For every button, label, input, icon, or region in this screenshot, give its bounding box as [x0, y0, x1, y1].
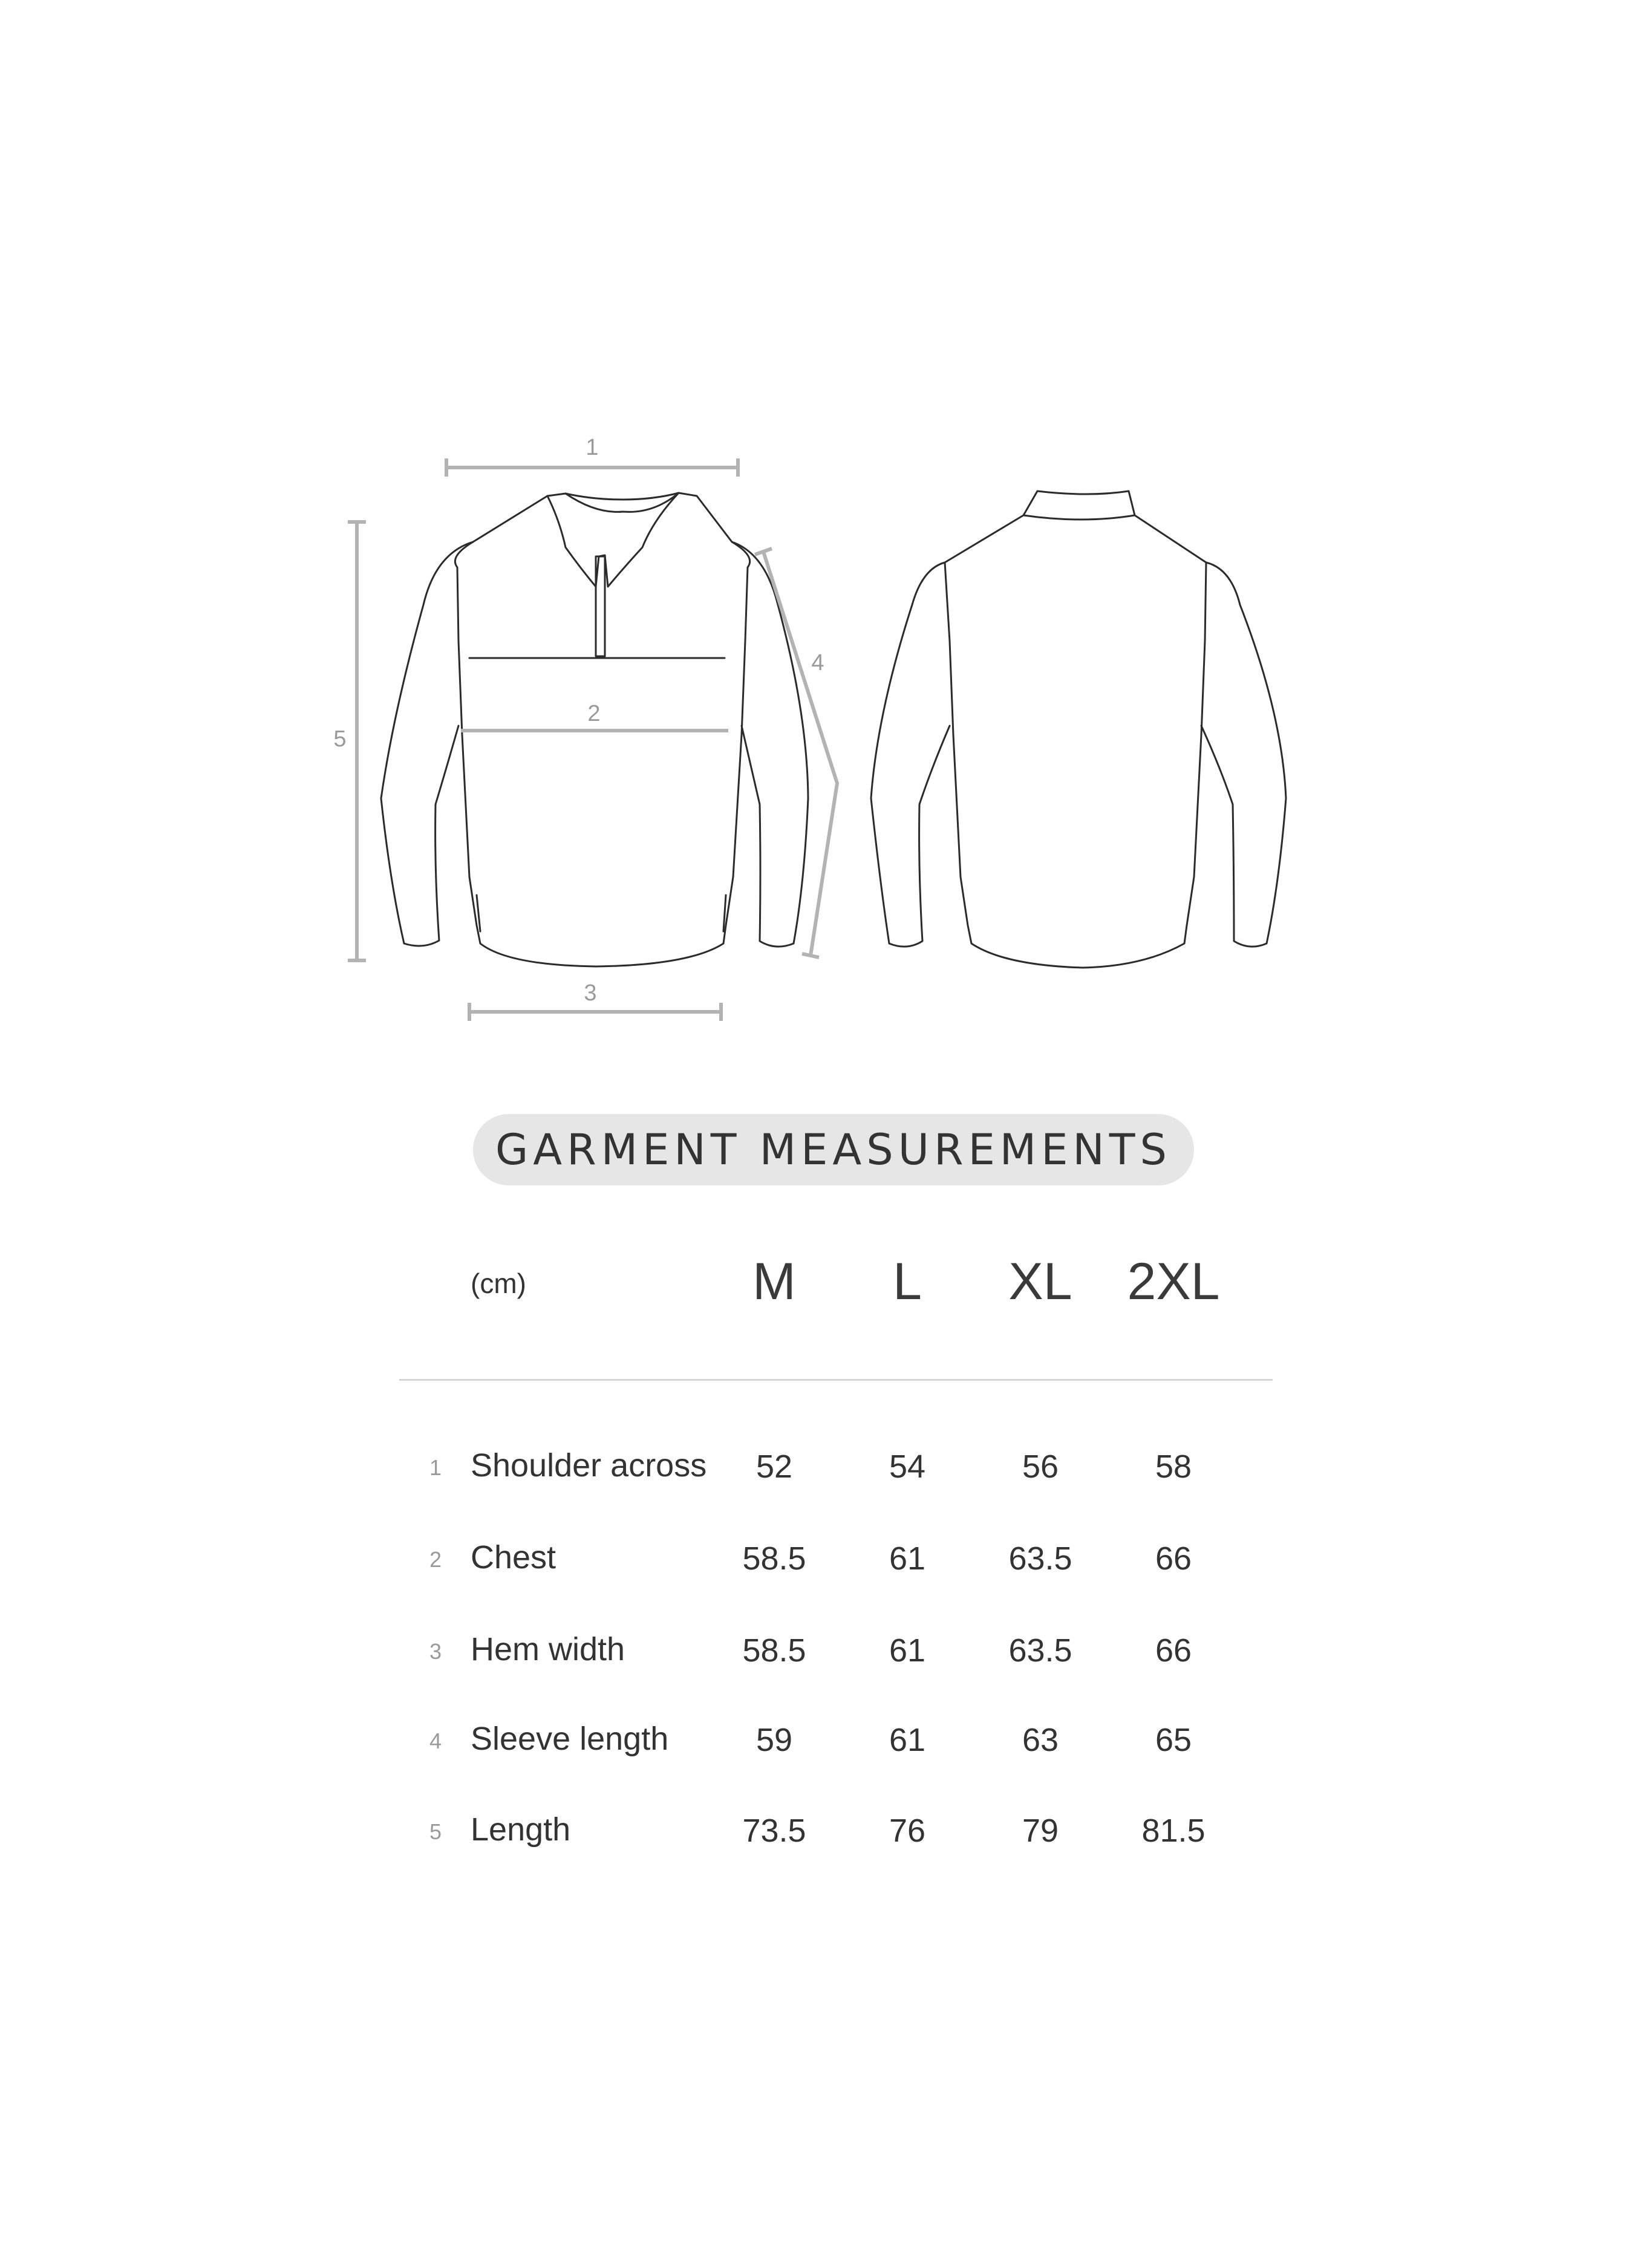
cell-value: 61	[889, 1632, 926, 1669]
size-header-2xl: 2XL	[1127, 1253, 1220, 1311]
dimension-2-chest	[461, 701, 728, 731]
row-number: 3	[429, 1639, 442, 1664]
cell-value: 56	[1022, 1448, 1059, 1485]
cell-value: 63.5	[1008, 1540, 1072, 1577]
back-view	[871, 491, 1286, 968]
dimension-3-hem	[469, 980, 721, 1021]
dimension-label-2: 2	[587, 701, 601, 726]
table-row	[0, 1806, 1638, 1866]
cell-value: 76	[889, 1813, 926, 1849]
table-row	[0, 1534, 1638, 1594]
row-label: Length	[471, 1811, 571, 1848]
dimension-5-length	[333, 522, 366, 960]
dimension-label-3: 3	[584, 980, 597, 1006]
dimension-label-1: 1	[586, 435, 599, 460]
row-number: 4	[429, 1729, 442, 1753]
cell-value: 58.5	[742, 1540, 806, 1577]
cell-value: 58.5	[742, 1632, 806, 1669]
front-left-sleeve	[381, 542, 473, 946]
dimension-4-sleeve	[755, 549, 837, 957]
cell-value: 58	[1155, 1448, 1192, 1485]
cell-value: 65	[1155, 1722, 1192, 1758]
title-pill	[473, 1114, 1194, 1185]
size-header-xl: XL	[1008, 1253, 1072, 1311]
cell-value: 73.5	[742, 1813, 806, 1849]
back-left-sleeve	[871, 562, 950, 947]
cell-value: 63.5	[1008, 1632, 1072, 1669]
back-right-sleeve	[1201, 562, 1286, 947]
row-number: 1	[429, 1455, 442, 1480]
table-row	[0, 1715, 1638, 1776]
row-label: Chest	[471, 1539, 556, 1576]
back-body-outline	[945, 491, 1206, 968]
row-label: Sleeve length	[471, 1721, 669, 1757]
row-number: 2	[429, 1547, 442, 1572]
front-right-sleeve	[732, 542, 808, 947]
cell-value: 66	[1155, 1632, 1192, 1669]
cell-value: 61	[889, 1722, 926, 1758]
size-header-m: M	[752, 1253, 796, 1311]
dimension-label-4: 4	[811, 650, 824, 676]
page-title: GARMENT MEASUREMENTS	[495, 1125, 1172, 1175]
table-row	[0, 1442, 1638, 1502]
table-row	[0, 1626, 1638, 1686]
row-label: Hem width	[471, 1631, 625, 1667]
cell-value: 52	[755, 1448, 793, 1485]
cell-value: 61	[889, 1540, 926, 1577]
unit-label: (cm)	[471, 1268, 526, 1299]
row-label: Shoulder across	[471, 1447, 707, 1484]
cell-value: 81.5	[1141, 1813, 1206, 1849]
cell-value: 59	[755, 1722, 793, 1758]
size-header-l: L	[893, 1253, 922, 1311]
dimension-lines	[333, 435, 837, 1021]
cell-value: 54	[889, 1448, 926, 1485]
dimension-label-5: 5	[333, 726, 347, 752]
dimension-1-shoulder	[446, 435, 738, 477]
front-collar	[547, 493, 679, 587]
cell-value: 79	[1022, 1813, 1059, 1849]
front-side-slits	[477, 895, 726, 931]
table-divider	[399, 1379, 1273, 1381]
cell-value: 63	[1022, 1722, 1059, 1758]
cell-value: 66	[1155, 1540, 1192, 1577]
back-collar	[1023, 515, 1135, 520]
row-number: 5	[429, 1819, 442, 1844]
